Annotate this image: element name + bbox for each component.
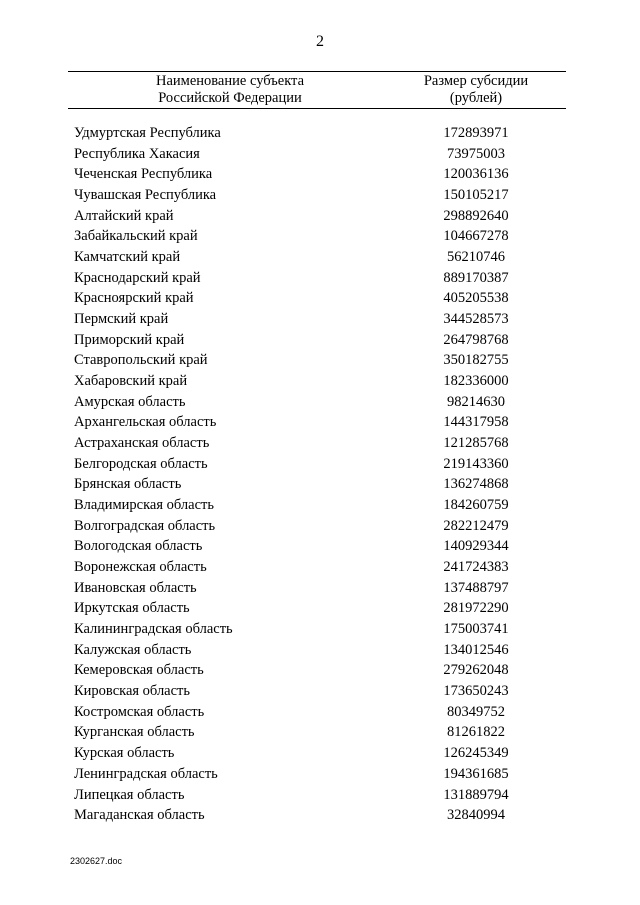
subsidy-amount-cell: 264798768: [443, 331, 509, 348]
subsidy-amount-cell: 279262048: [443, 662, 509, 679]
region-name-cell: Чеченская Республика: [74, 166, 213, 183]
region-name-cell: Брянская область: [74, 476, 182, 493]
region-name-cell: Курская область: [74, 745, 175, 762]
table-row: [0, 764, 640, 785]
table-row: [0, 743, 640, 764]
table-row: [0, 516, 640, 537]
region-name-cell: Кировская область: [74, 683, 191, 700]
region-name-cell: Амурская область: [74, 393, 186, 410]
table-row: [0, 702, 640, 723]
table-row: [0, 660, 640, 681]
region-name-cell: Ставропольский край: [74, 352, 208, 369]
subsidy-amount-cell: 150105217: [443, 187, 509, 204]
region-name-cell: Краснодарский край: [74, 269, 201, 286]
subsidy-amount-cell: 182336000: [443, 373, 509, 390]
column-header-region: [70, 73, 390, 107]
region-name-cell: Калининградская область: [74, 621, 233, 638]
table-row: [0, 412, 640, 433]
subsidy-amount-cell: 194361685: [443, 765, 509, 782]
table-row: [0, 268, 640, 289]
column-header-region-line1: Наименование субъекта: [155, 73, 305, 89]
region-name-cell: Кемеровская область: [74, 662, 204, 679]
subsidy-amount-cell: 121285768: [443, 435, 509, 452]
subsidy-amount-cell: 80349752: [447, 703, 505, 720]
subsidy-amount-cell: 219143360: [443, 455, 509, 472]
table-row: [0, 454, 640, 475]
table-row: [0, 619, 640, 640]
table-header-rule: [68, 108, 566, 109]
table-row: [0, 288, 640, 309]
column-header-subsidy: [380, 73, 572, 107]
column-header-subsidy-line1: Размер субсидии: [423, 73, 529, 89]
table-row: [0, 681, 640, 702]
table-row: [0, 226, 640, 247]
subsidy-amount-cell: 137488797: [443, 579, 509, 596]
subsidy-amount-cell: 405205538: [443, 290, 509, 307]
region-name-cell: Белгородская область: [74, 455, 208, 472]
page-number: 2: [316, 33, 324, 50]
subsidy-amount-cell: 184260759: [443, 497, 509, 514]
subsidy-amount-cell: 136274868: [443, 476, 509, 493]
subsidy-amount-cell: 281972290: [443, 600, 509, 617]
subsidy-amount-cell: 104667278: [443, 228, 509, 245]
region-name-cell: Астраханская область: [74, 435, 210, 452]
table-body: [0, 123, 640, 826]
region-name-cell: Удмуртская Республика: [74, 125, 221, 141]
region-name-cell: Волгоградская область: [74, 517, 216, 534]
subsidy-amount-cell: 144317958: [443, 414, 509, 431]
region-name-cell: Иркутская область: [74, 600, 190, 617]
subsidy-amount-cell: 126245349: [443, 745, 509, 762]
subsidy-amount-cell: 56210746: [447, 249, 505, 266]
region-name-cell: Курганская область: [74, 724, 195, 741]
subsidy-amount-cell: 350182755: [443, 352, 509, 369]
subsidy-amount-cell: 81261822: [447, 724, 505, 741]
region-name-cell: Калужская область: [74, 641, 192, 658]
table-row: [0, 536, 640, 557]
subsidy-amount-cell: 298892640: [443, 207, 509, 224]
subsidy-amount-cell: 134012546: [443, 641, 509, 658]
table-row: [0, 123, 640, 144]
region-name-cell: Хабаровский край: [74, 373, 188, 390]
region-name-cell: Приморский край: [74, 331, 185, 348]
subsidy-amount-cell: 98214630: [447, 393, 505, 410]
region-name-cell: Чувашская Республика: [74, 187, 217, 204]
region-name-cell: Алтайский край: [74, 207, 174, 224]
subsidy-amount-cell: 241724383: [443, 559, 509, 576]
table-row: [0, 392, 640, 413]
region-name-cell: Владимирская область: [74, 497, 214, 514]
table-row: [0, 640, 640, 661]
table-row: [0, 206, 640, 227]
table-row: [0, 474, 640, 495]
subsidy-amount-cell: 889170387: [443, 269, 509, 286]
table-row: [0, 578, 640, 599]
table-top-rule: [68, 71, 566, 72]
subsidy-amount-cell: 175003741: [443, 621, 509, 638]
subsidy-amount-cell: 131889794: [443, 786, 509, 803]
region-name-cell: Воронежская область: [74, 559, 207, 576]
table-row: [0, 309, 640, 330]
table-row: [0, 330, 640, 351]
table-row: [0, 247, 640, 268]
region-name-cell: Липецкая область: [74, 786, 185, 803]
region-name-cell: Республика Хакасия: [74, 145, 200, 162]
table-row: [0, 785, 640, 806]
region-name-cell: Камчатский край: [74, 249, 181, 266]
column-header-region-line2: Российской Федерации: [158, 90, 302, 106]
table-row: [0, 557, 640, 578]
region-name-cell: Магаданская область: [74, 807, 205, 824]
subsidy-amount-cell: 120036136: [443, 166, 509, 183]
table-row: [0, 144, 640, 165]
table-row: [0, 598, 640, 619]
subsidy-amount-cell: 282212479: [443, 517, 509, 534]
region-name-cell: Пермский край: [74, 311, 169, 328]
subsidy-amount-cell: 73975003: [447, 145, 505, 162]
table-row: [0, 433, 640, 454]
subsidy-amount-cell: 344528573: [443, 311, 509, 328]
table-row: [0, 805, 640, 826]
table-row: [0, 185, 640, 206]
subsidy-amount-cell: 32840994: [447, 807, 505, 824]
document-file-name: 2302627.doc: [70, 856, 123, 866]
table-row: [0, 495, 640, 516]
region-name-cell: Костромская область: [74, 703, 205, 720]
table-row: [0, 164, 640, 185]
subsidy-amount-cell: 173650243: [443, 683, 509, 700]
column-header-subsidy-line2: (рублей): [449, 90, 503, 106]
region-name-cell: Забайкальский край: [74, 228, 198, 245]
region-name-cell: Красноярский край: [74, 290, 194, 307]
region-name-cell: Ивановская область: [74, 579, 197, 596]
subsidy-amount-cell: 140929344: [443, 538, 509, 555]
subsidy-amount-cell: 172893971: [443, 125, 509, 141]
table-row: [0, 722, 640, 743]
region-name-cell: Архангельская область: [74, 414, 217, 431]
region-name-cell: Вологодская область: [74, 538, 203, 555]
table-row: [0, 350, 640, 371]
table-row: [0, 371, 640, 392]
region-name-cell: Ленинградская область: [74, 765, 218, 782]
